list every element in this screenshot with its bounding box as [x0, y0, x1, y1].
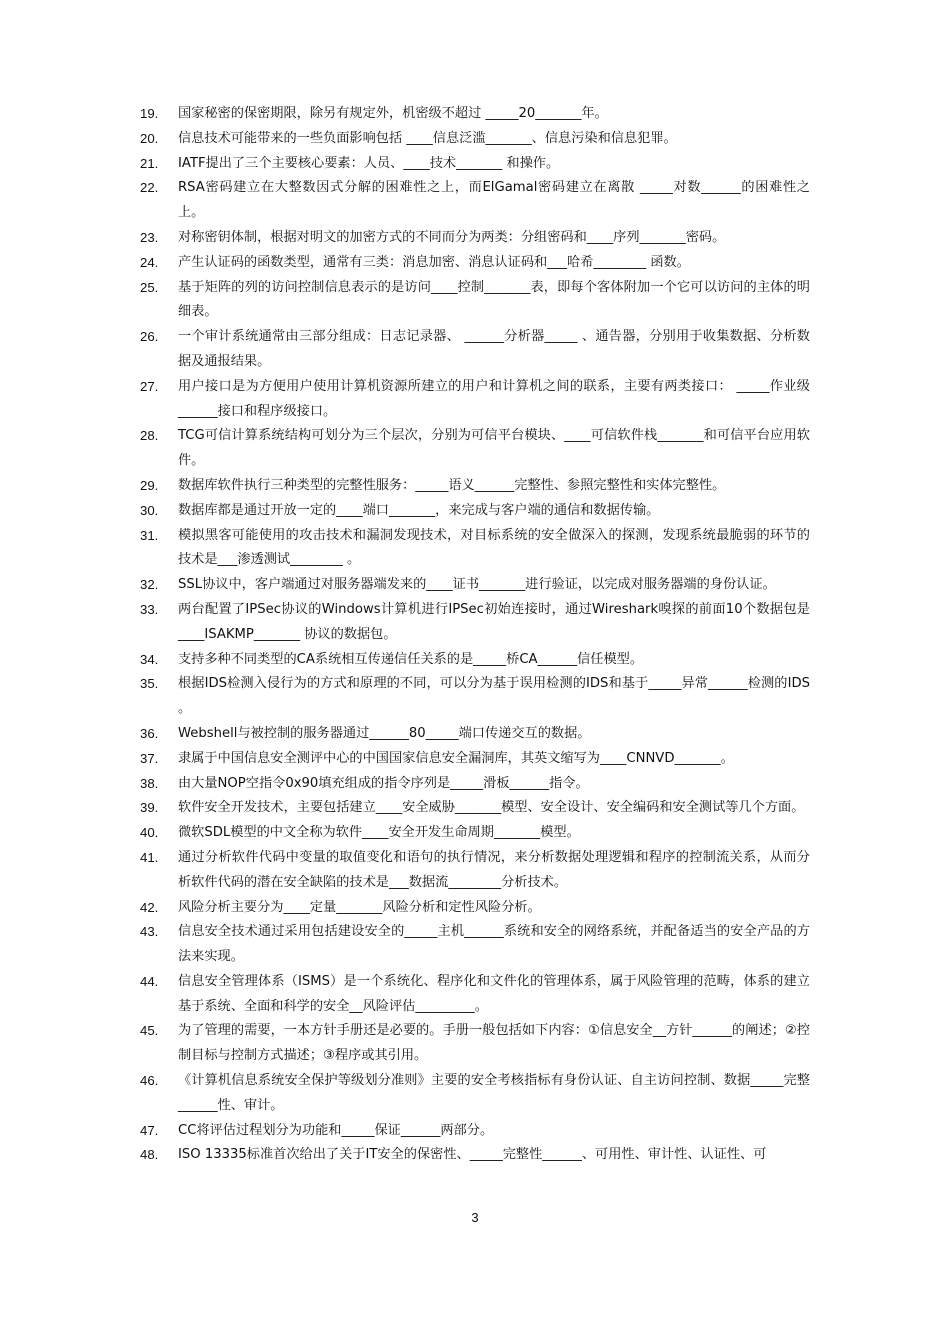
item-number: 46. — [140, 1073, 159, 1089]
item-number: 40. — [140, 825, 159, 841]
list-item — [140, 846, 810, 896]
list-item — [140, 474, 810, 499]
item-text: TCG可信计算系统结构可划分为三个层次，分别为可信平台模块、____可信软件栈_______和可信平台应用软件。 — [178, 428, 810, 469]
item-number: 37. — [140, 750, 159, 766]
item-text: 由大量NOP空指令0x90填充组成的指令序列是_____滑板______指令。 — [178, 775, 589, 791]
item-number: 30. — [140, 502, 159, 518]
list-item — [140, 499, 810, 524]
list-item — [140, 573, 810, 598]
item-text: 根据IDS检测入侵行为的方式和原理的不同，可以分为基于误用检测的IDS和基于_____异常______检测的IDS 。 — [178, 676, 810, 717]
item-text: 风险分析主要分为____定量_______风险分析和定性风险分析。 — [178, 899, 541, 915]
item-number: 33. — [140, 601, 159, 617]
item-text: ISO 13335标准首次给出了关于IT安全的保密性、_____完整性______、可用性、审计性、认证性、可 — [178, 1147, 767, 1163]
list-item — [140, 325, 810, 375]
item-number: 45. — [140, 1023, 159, 1039]
item-number: 34. — [140, 651, 159, 667]
list-item — [140, 1119, 810, 1144]
item-text: CC将评估过程划分为功能和_____保证______两部分。 — [178, 1122, 494, 1138]
list-item — [140, 796, 810, 821]
item-number: 19. — [140, 106, 159, 121]
list-item — [140, 1143, 810, 1168]
item-text: 产生认证码的函数类型，通常有三类：消息加密、消息认证码和___哈希________ 函数。 — [178, 254, 690, 270]
item-text: 数据库软件执行三种类型的完整性服务：_____语义______完整性、参照完整性和实体完整性。 — [178, 477, 726, 493]
list-item — [140, 276, 810, 326]
item-number: 29. — [140, 477, 159, 493]
list-item — [140, 747, 810, 772]
item-number: 35. — [140, 676, 159, 692]
item-number: 20. — [140, 130, 159, 146]
item-number: 32. — [140, 577, 159, 593]
item-text: 隶属于中国信息安全测评中心的中国国家信息安全漏洞库，其英文缩写为____CNNVD_______。 — [178, 750, 734, 766]
item-text: IATF提出了三个主要核心要素：人员、____技术_______ 和操作。 — [178, 155, 560, 171]
list-item — [140, 176, 810, 226]
item-text: 通过分析软件代码中变量的取值变化和语句的执行情况，来分析数据处理逻辑和程序的控制流关系，从而分析软件代码的潜在安全缺陷的技术是___数据流________分析技术。 — [178, 849, 810, 890]
item-text: 软件安全开发技术，主要包括建立____安全威胁_______模型、安全设计、安全编码和安全测试等几个方面。 — [178, 800, 805, 816]
item-text: 国家秘密的保密期限，除另有规定外，机密级不超过 _____20_______年。 — [178, 106, 608, 121]
item-number: 31. — [140, 527, 159, 543]
list-item — [140, 102, 810, 127]
list-item — [140, 424, 810, 474]
list-item — [140, 1069, 810, 1119]
list-item — [140, 127, 810, 152]
item-number: 47. — [140, 1122, 159, 1138]
list-item — [140, 226, 810, 251]
item-text: 模拟黑客可能使用的攻击技术和漏洞发现技术，对目标系统的安全做深入的探测，发现系统最脆弱的环节的技术是___渗透测试________ 。 — [178, 527, 810, 568]
item-number: 39. — [140, 800, 159, 816]
item-number: 43. — [140, 924, 159, 940]
list-item — [140, 598, 810, 648]
list-item — [140, 648, 810, 673]
item-number: 36. — [140, 725, 159, 741]
item-number: 38. — [140, 775, 159, 791]
list-item — [140, 920, 810, 970]
item-text: 数据库都是通过开放一定的____端口_______，来完成与客户端的通信和数据传输。 — [178, 502, 660, 518]
list-item — [140, 524, 810, 574]
item-text: 《计算机信息系统安全保护等级划分准则》主要的安全考核指标有身份认证、自主访问控制、数据_____完整______性、审计。 — [178, 1073, 810, 1113]
list-item — [140, 375, 810, 425]
item-number: 28. — [140, 428, 159, 444]
item-text: 为了管理的需要，一本方针手册还是必要的。手册一般包括如下内容：①信息安全__方针______的阐述；②控制目标与控制方式描述；③程序或其引用。 — [178, 1023, 810, 1064]
item-number: 22. — [140, 180, 159, 196]
question-list — [140, 102, 810, 1168]
item-number: 26. — [140, 329, 159, 345]
item-text: Webshell与被控制的服务器通过______80_____端口传递交互的数据。 — [178, 725, 591, 741]
item-text: 支持多种不同类型的CA系统相互传递信任关系的是_____桥CA______信任模型。 — [178, 651, 644, 667]
item-text: 信息安全技术通过采用包括建设安全的_____主机______系统和安全的网络系统，并配备适当的安全产品的方法来实现。 — [178, 924, 810, 965]
item-number: 41. — [140, 849, 159, 865]
list-item — [140, 152, 810, 177]
item-text: 微软SDL模型的中文全称为软件____安全开发生命周期_______模型。 — [178, 825, 580, 841]
list-item — [140, 251, 810, 276]
item-text: 对称密钥体制，根据对明文的加密方式的不同而分为两类：分组密码和____序列_______密码。 — [178, 229, 726, 245]
item-number: 44. — [140, 973, 159, 989]
item-text: 用户接口是为方便用户使用计算机资源所建立的用户和计算机之间的联系，主要有两类接口： _____作业级______接口和程序级接口。 — [178, 378, 810, 419]
item-number: 23. — [140, 229, 159, 245]
item-number: 42. — [140, 899, 159, 915]
page-number: 3 — [471, 1210, 479, 1225]
item-text: RSA密码建立在大整数因式分解的困难性之上，而ElGamal密码建立在离散 _____对数______的困难性之上。 — [178, 180, 810, 221]
list-item — [140, 722, 810, 747]
item-text: 基于矩阵的列的访问控制信息表示的是访问____控制_______表，即每个客体附加一个它可以访问的主体的明细表。 — [178, 279, 810, 320]
list-item — [140, 1019, 810, 1069]
item-number: 24. — [140, 254, 159, 270]
list-item — [140, 772, 810, 797]
list-item — [140, 821, 810, 846]
item-number: 25. — [140, 279, 159, 295]
item-text: 两台配置了IPSec协议的Windows计算机进行IPSec初始连接时，通过Wireshark嗅探的前面10个数据包是____ISAKMP_______ 协议的数据包。 — [178, 601, 810, 642]
item-number: 27. — [140, 378, 159, 394]
item-text: 信息技术可能带来的一些负面影响包括 ____信息泛滥_______、信息污染和信息犯罪。 — [178, 130, 677, 146]
list-item — [140, 970, 810, 1020]
item-text: 一个审计系统通常由三部分组成：日志记录器、 ______分析器_____ 、通告器，分别用于收集数据、分析数据及通报结果。 — [178, 329, 810, 369]
item-text: SSL协议中，客户端通过对服务器端发来的____证书_______进行验证，以完成对服务器端的身份认证。 — [178, 577, 776, 593]
item-number: 21. — [140, 155, 159, 171]
list-item — [140, 896, 810, 921]
list-item — [140, 672, 810, 722]
item-number: 48. — [140, 1147, 159, 1163]
item-text: 信息安全管理体系（ISMS）是一个系统化、程序化和文件化的管理体系，属于风险管理的范畴，体系的建立基于系统、全面和科学的安全__风险评估_________。 — [178, 973, 810, 1014]
